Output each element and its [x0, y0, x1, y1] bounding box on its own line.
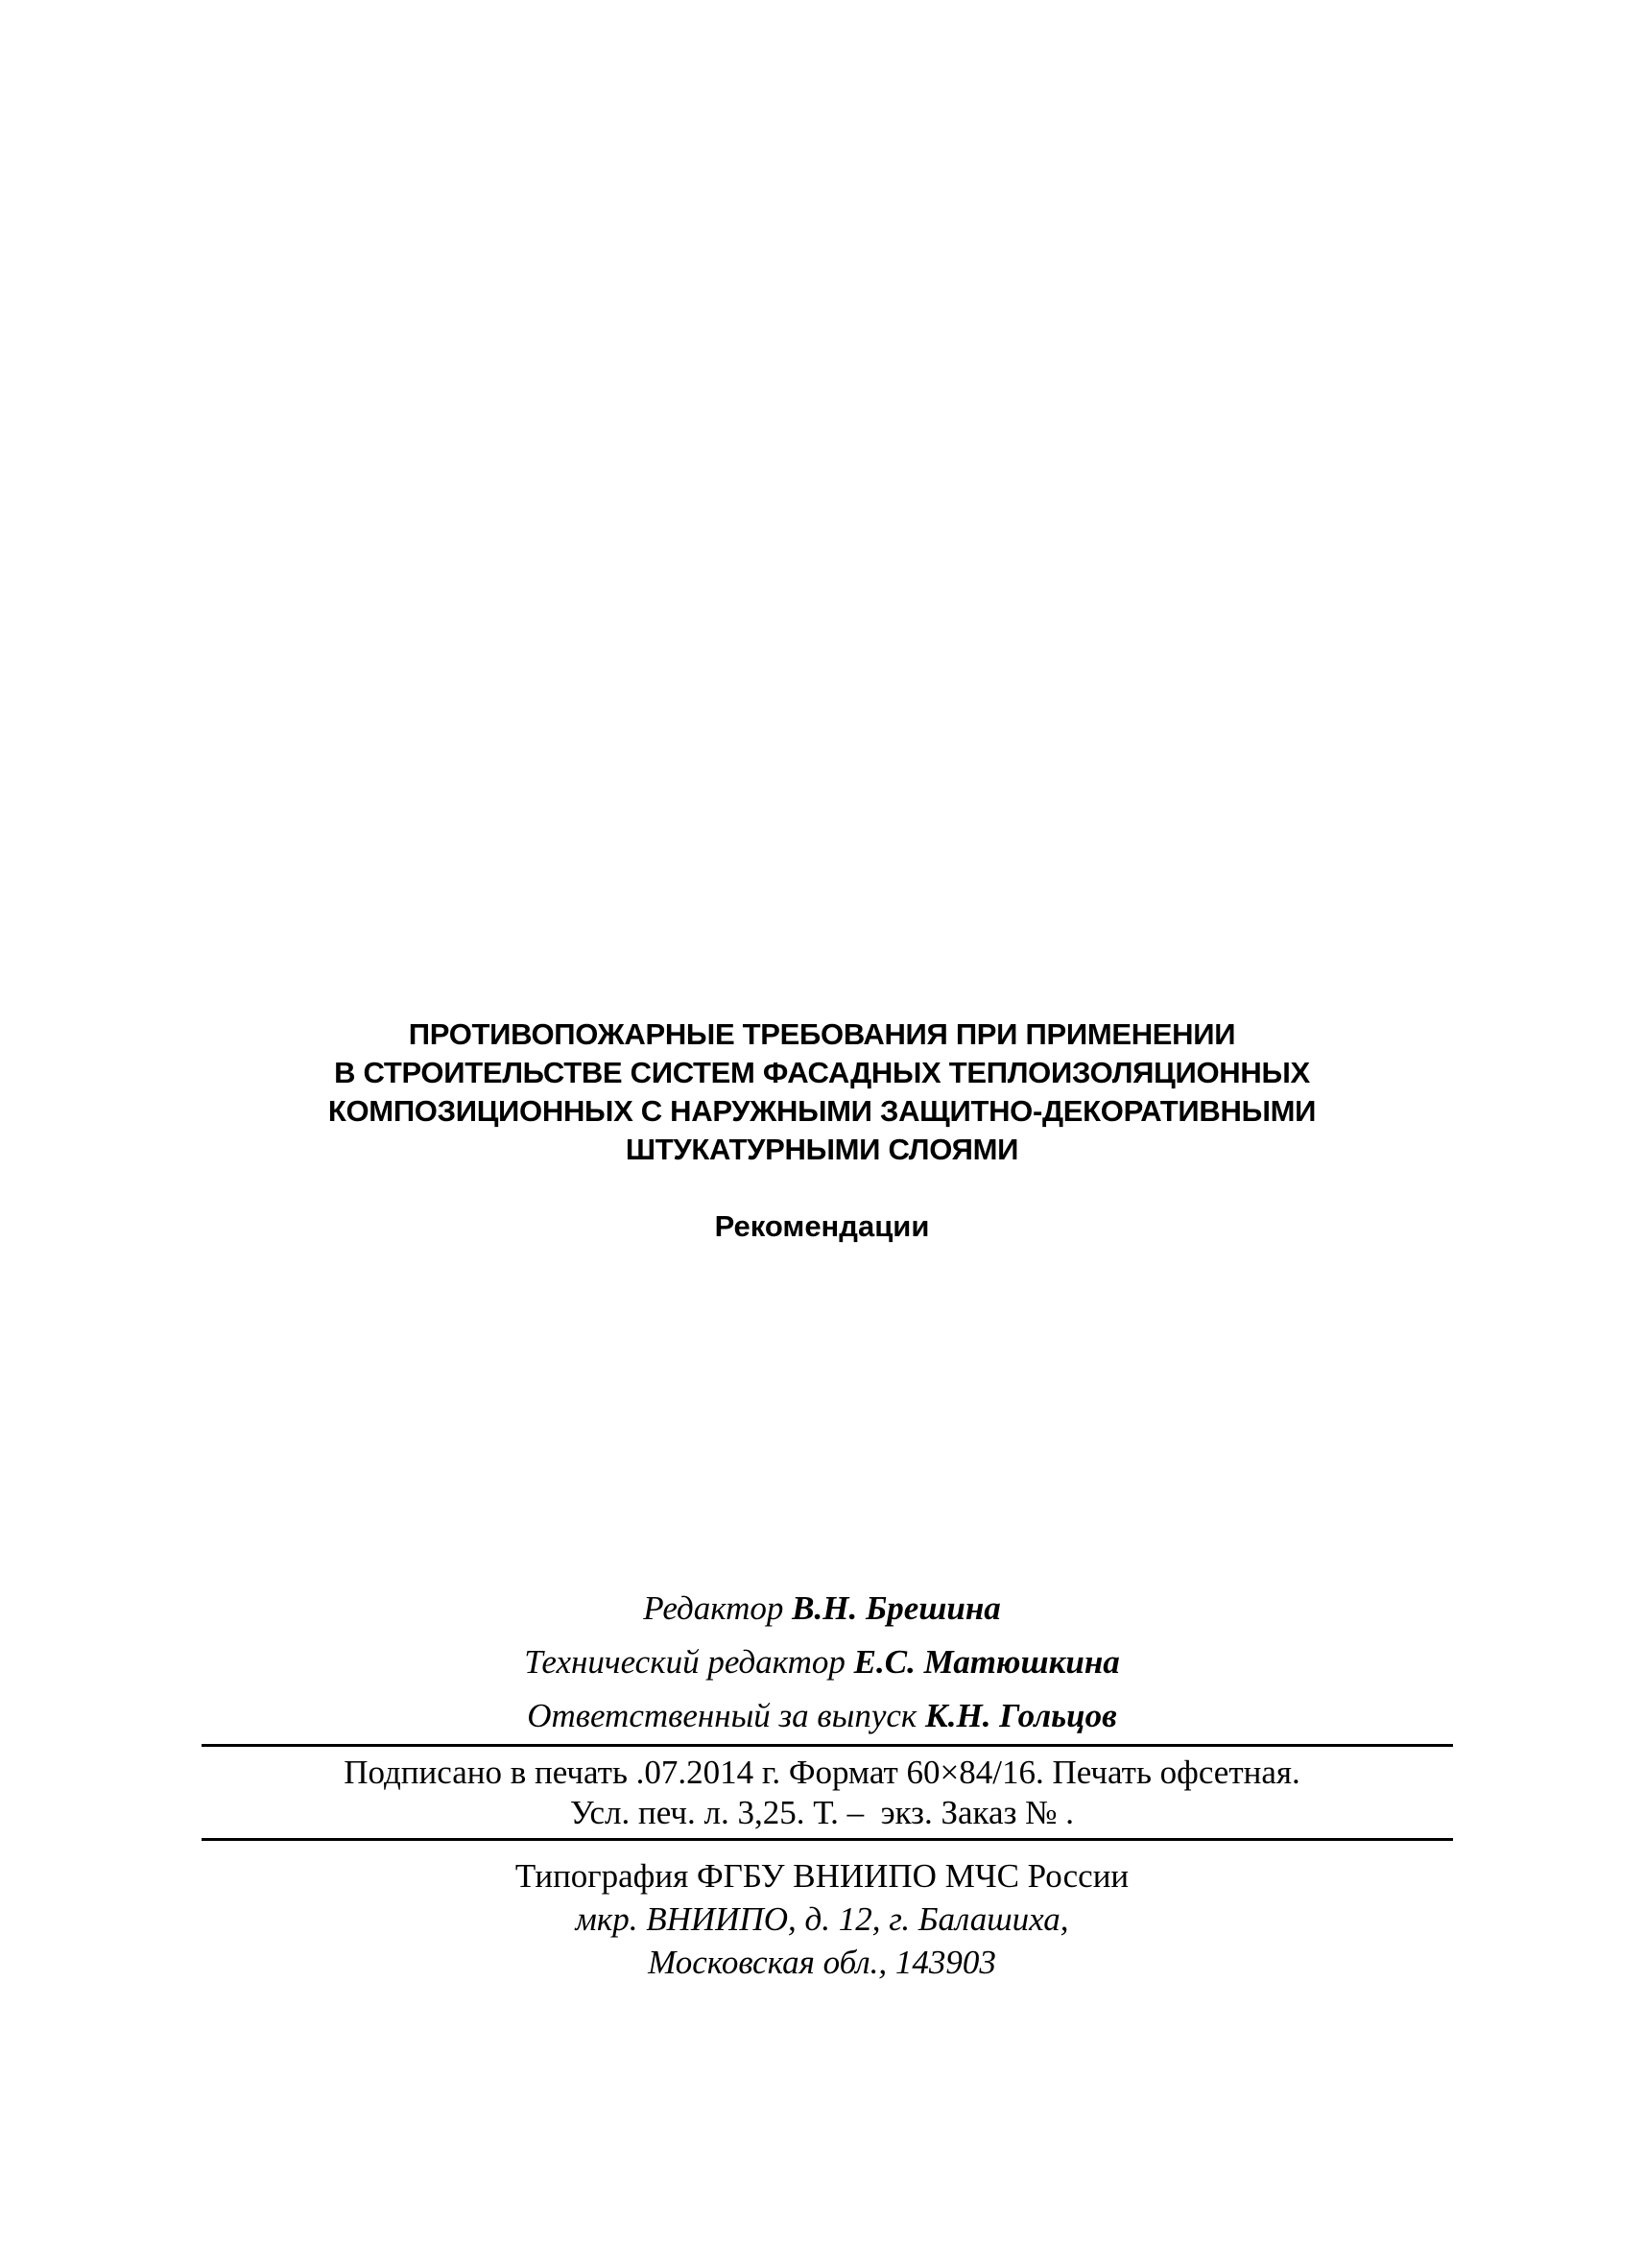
credit-role: Редактор: [643, 1589, 784, 1627]
credit-name: К.Н. Гольцов: [925, 1697, 1117, 1734]
title-line-4: ШТУКАТУРНЫМИ СЛОЯМИ: [625, 1133, 1019, 1166]
credit-role: Технический редактор: [524, 1643, 846, 1681]
document-title: [0, 1015, 1644, 1169]
printer-address-2: Московская обл., 143903: [648, 1944, 996, 1981]
credit-role: Ответственный за выпуск: [527, 1697, 917, 1734]
credits-block: [0, 1582, 1644, 1743]
printer-block: [0, 1854, 1644, 1984]
credit-editor: [0, 1582, 1644, 1635]
divider-bottom: [202, 1838, 1453, 1841]
title-line-2: В СТРОИТЕЛЬСТВЕ СИСТЕМ ФАСАДНЫХ ТЕПЛОИЗОЛЯЦИОННЫХ: [334, 1056, 1310, 1089]
title-line-1: ПРОТИВОПОЖАРНЫЕ ТРЕБОВАНИЯ ПРИ ПРИМЕНЕНИИ: [408, 1017, 1236, 1051]
credit-technical-editor: [0, 1635, 1644, 1689]
title-line-3: КОМПОЗИЦИОННЫХ С НАРУЖНЫМИ ЗАЩИТНО-ДЕКОРАТИВНЫМИ: [327, 1094, 1317, 1128]
imprint-line-2: Усл. печ. л. 3,25. Т. – экз. Заказ № .: [569, 1794, 1075, 1831]
credit-name: Е.С. Матюшкина: [853, 1643, 1120, 1681]
divider-top: [202, 1744, 1453, 1747]
credit-name: В.Н. Брешина: [792, 1589, 1001, 1627]
document-subtitle: Рекомендации: [714, 1209, 930, 1243]
printer-address-1: мкр. ВНИИПО, д. 12, г. Балашиха,: [575, 1900, 1069, 1938]
printer-name: Типография ФГБУ ВНИИПО МЧС России: [514, 1857, 1130, 1895]
imprint-line-1: Подписано в печать .07.2014 г. Формат 60×84/16. Печать офсетная.: [344, 1754, 1300, 1791]
credit-responsible: [0, 1689, 1644, 1743]
imprint-block: [0, 1753, 1644, 1833]
